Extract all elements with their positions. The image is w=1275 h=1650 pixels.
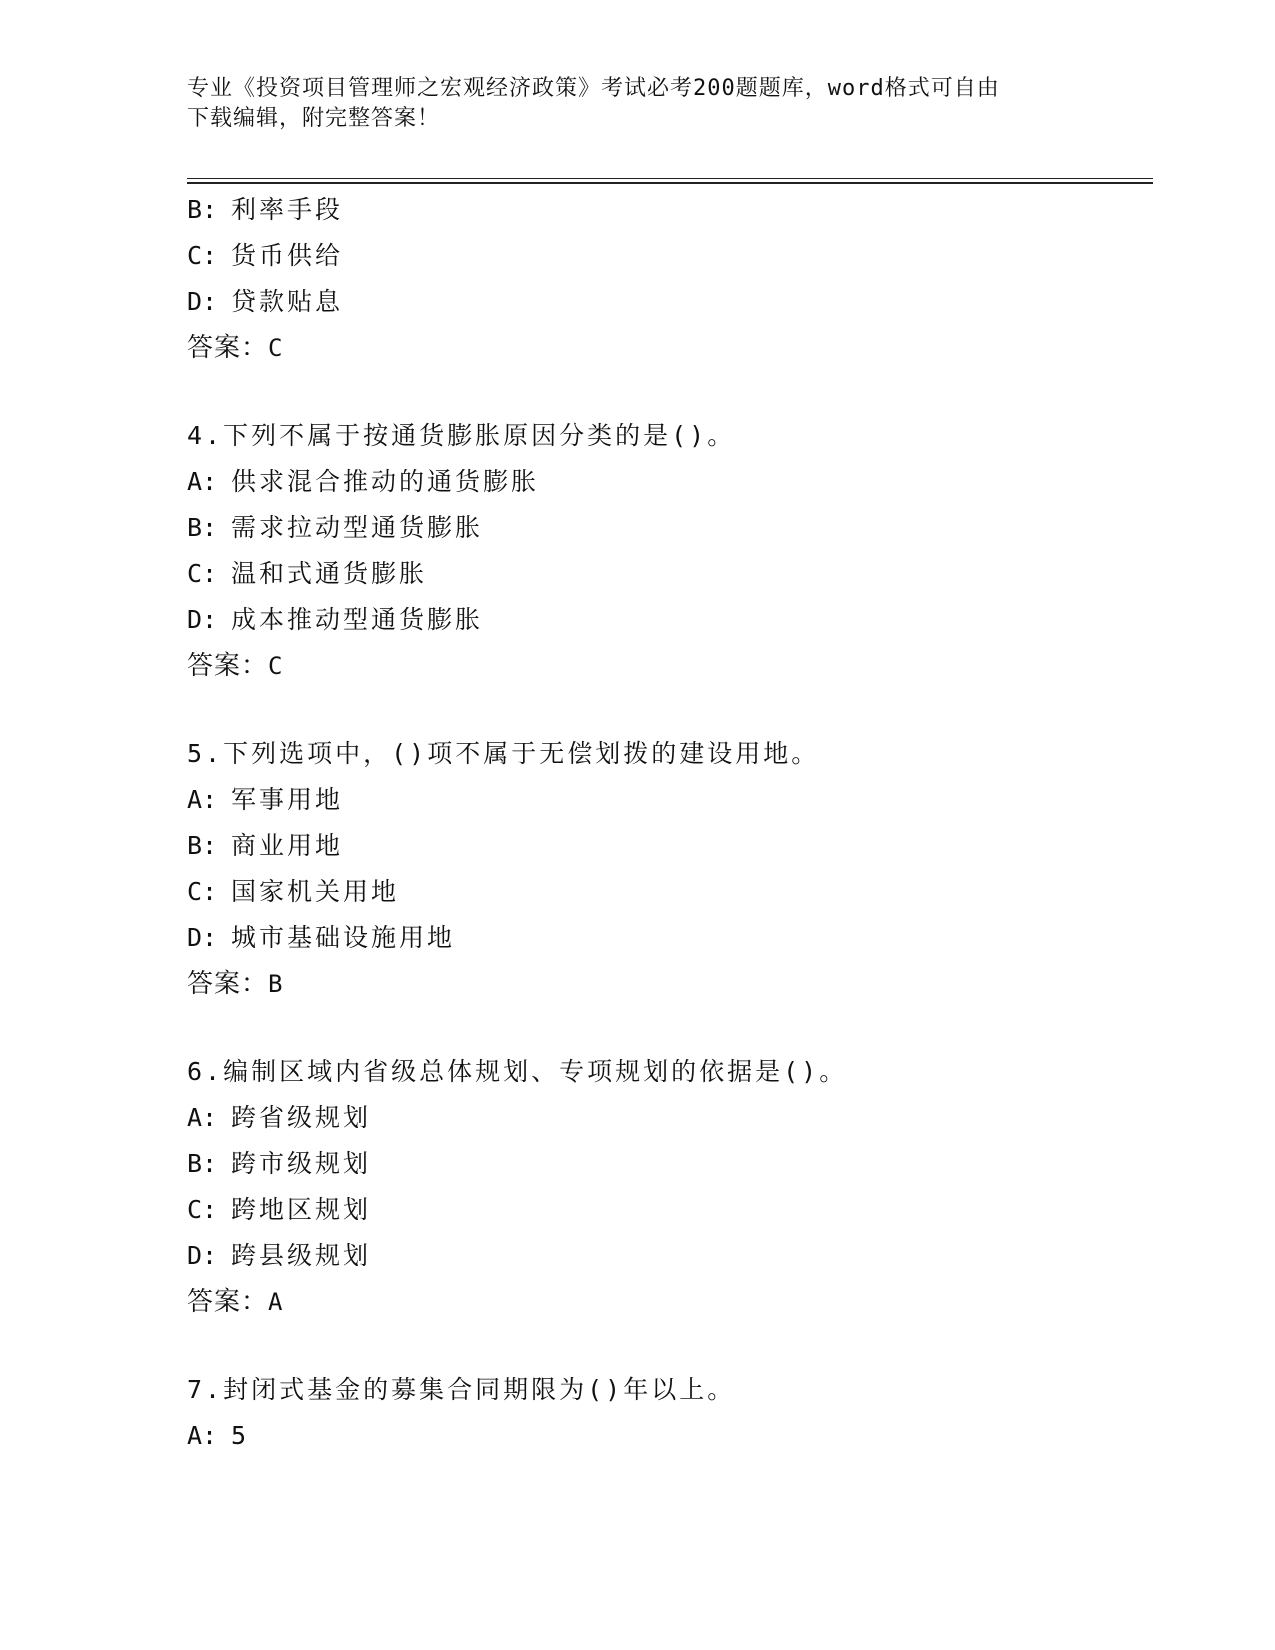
option-letter: C: <box>187 241 218 270</box>
option-d <box>187 1233 1153 1279</box>
header-line-2: 下载编辑，附完整答案！ <box>187 106 441 131</box>
option-d <box>187 597 1153 643</box>
answer-label: 答案： <box>187 333 269 363</box>
answer-value: C <box>268 652 284 680</box>
option-letter: A: <box>187 785 218 814</box>
option-text: 跨地区规划 <box>231 1195 372 1224</box>
option-a <box>187 777 1153 823</box>
question-3-continuation <box>187 187 1153 371</box>
question-6 <box>187 1049 1153 1325</box>
option-c <box>187 1187 1153 1233</box>
answer-line <box>187 961 1153 1007</box>
option-text: 城市基础设施用地 <box>231 923 456 952</box>
option-letter: B: <box>187 513 218 542</box>
option-letter: A: <box>187 1103 218 1132</box>
header-divider-bottom <box>187 182 1153 184</box>
option-letter: D: <box>187 1241 218 1270</box>
option-a <box>187 1095 1153 1141</box>
option-b <box>187 505 1153 551</box>
option-text: 温和式通货膨胀 <box>231 559 428 588</box>
option-text: 利率手段 <box>231 195 344 224</box>
question-content <box>187 187 1153 1459</box>
option-a <box>187 1413 1153 1459</box>
question-5 <box>187 731 1153 1007</box>
option-letter: D: <box>187 605 218 634</box>
option-letter: C: <box>187 559 218 588</box>
option-text: 需求拉动型通货膨胀 <box>231 513 484 542</box>
question-stem: 7.封闭式基金的募集合同期限为()年以上。 <box>187 1375 736 1404</box>
option-c <box>187 233 1153 279</box>
option-d <box>187 279 1153 325</box>
question-4 <box>187 413 1153 689</box>
question-spacer <box>187 1007 1153 1049</box>
question-spacer <box>187 689 1153 731</box>
option-b <box>187 823 1153 869</box>
option-letter: B: <box>187 831 218 860</box>
question-stem: 5.下列选项中，()项不属于无偿划拨的建设用地。 <box>187 739 820 768</box>
question-spacer <box>187 371 1153 413</box>
option-letter: C: <box>187 877 218 906</box>
question-7 <box>187 1367 1153 1459</box>
question-stem: 4.下列不属于按通货膨胀原因分类的是()。 <box>187 421 736 450</box>
answer-value: C <box>268 334 284 362</box>
option-letter: C: <box>187 1195 218 1224</box>
answer-label: 答案： <box>187 969 269 999</box>
option-text: 货币供给 <box>231 241 344 270</box>
option-letter: D: <box>187 923 218 952</box>
answer-line <box>187 1279 1153 1325</box>
option-letter: B: <box>187 1149 218 1178</box>
answer-label: 答案： <box>187 651 269 681</box>
option-text: 供求混合推动的通货膨胀 <box>231 467 540 496</box>
option-text: 5 <box>231 1421 250 1450</box>
option-text: 跨省级规划 <box>231 1103 372 1132</box>
answer-line <box>187 643 1153 689</box>
question-spacer <box>187 1325 1153 1367</box>
document-header <box>187 74 1087 134</box>
option-text: 国家机关用地 <box>231 877 400 906</box>
option-c <box>187 551 1153 597</box>
option-b <box>187 1141 1153 1187</box>
answer-label: 答案： <box>187 1287 269 1317</box>
option-b <box>187 187 1153 233</box>
answer-line <box>187 325 1153 371</box>
option-text: 成本推动型通货膨胀 <box>231 605 484 634</box>
option-text: 贷款贴息 <box>231 287 344 316</box>
answer-value: A <box>268 1288 284 1316</box>
option-text: 军事用地 <box>231 785 344 814</box>
option-letter: B: <box>187 195 218 224</box>
option-text: 跨县级规划 <box>231 1241 372 1270</box>
answer-value: B <box>268 970 284 998</box>
option-letter: D: <box>187 287 218 316</box>
header-line-1: 专业《投资项目管理师之宏观经济政策》考试必考200题题库，word格式可自由 <box>187 76 1000 101</box>
option-text: 商业用地 <box>231 831 344 860</box>
option-d <box>187 915 1153 961</box>
header-divider-top <box>187 178 1153 179</box>
question-stem: 6.编制区域内省级总体规划、专项规划的依据是()。 <box>187 1057 848 1086</box>
option-letter: A: <box>187 467 218 496</box>
option-c <box>187 869 1153 915</box>
option-a <box>187 459 1153 505</box>
option-text: 跨市级规划 <box>231 1149 372 1178</box>
option-letter: A: <box>187 1421 218 1450</box>
